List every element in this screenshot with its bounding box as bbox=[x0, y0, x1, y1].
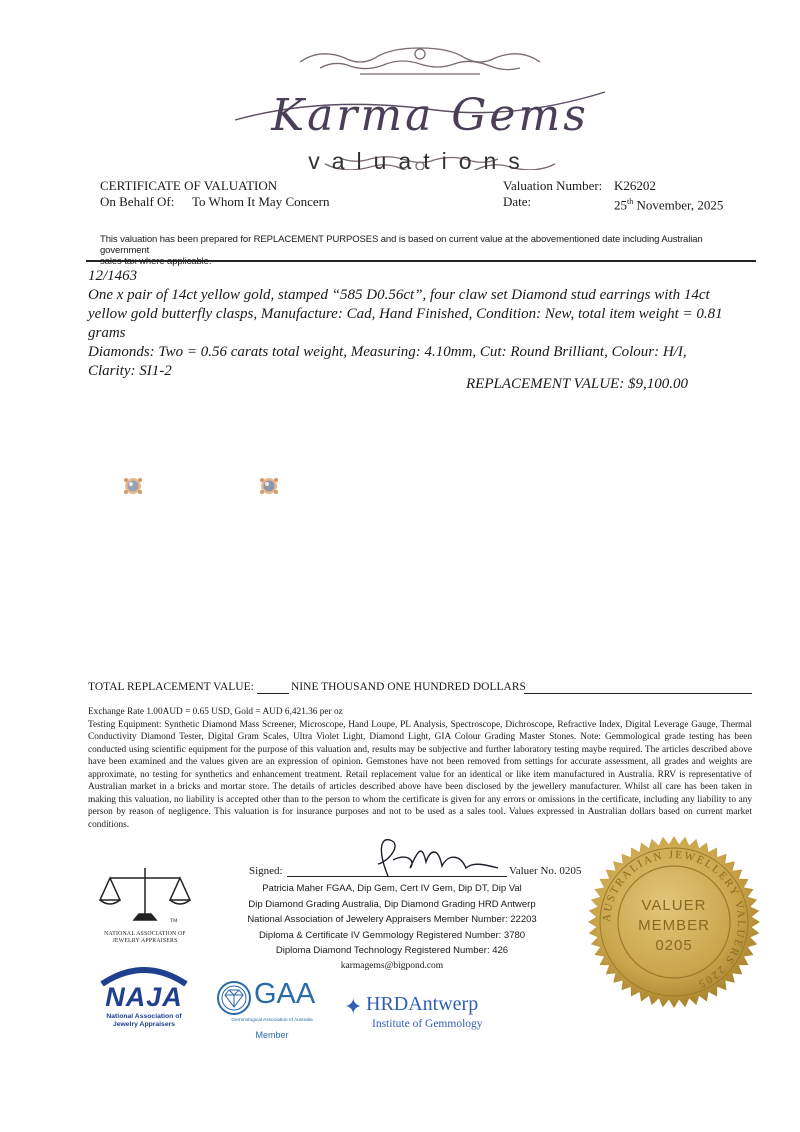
total-underline-b bbox=[524, 693, 752, 694]
naja-wordmark: NAJA bbox=[105, 982, 183, 1012]
diamonds-line2: Clarity: SI1-2 bbox=[88, 363, 172, 379]
date-value bbox=[614, 194, 723, 213]
on-behalf-value: To Whom It May Concern bbox=[192, 194, 330, 209]
date-rest: November, 2025 bbox=[633, 197, 724, 213]
naja-caption-2: Jewelry Appraisers bbox=[112, 1021, 176, 1028]
naja-scale-caption-1: NATIONAL ASSOCIATION OF bbox=[104, 931, 186, 937]
total-underline-a bbox=[257, 693, 289, 694]
naja-caption-1: National Association of bbox=[106, 1013, 182, 1020]
purpose-note-line1: This valuation has been prepared for REPLACEMENT PURPOSES and is based on current value at the abovementioned date including Australian government bbox=[100, 234, 703, 256]
date-day: 25 bbox=[614, 197, 627, 213]
item-ref: 12/1463 bbox=[88, 268, 138, 284]
earring-photo-left bbox=[120, 474, 146, 498]
total-words: NINE THOUSAND ONE HUNDRED DOLLARS bbox=[291, 681, 526, 693]
naja-scale-emblem bbox=[96, 862, 194, 944]
purpose-note bbox=[100, 234, 750, 267]
valuer-gold-seal bbox=[586, 834, 762, 1010]
fine-print bbox=[88, 706, 752, 831]
logo-subtitle: valuations bbox=[308, 148, 532, 174]
credential-line-1: Patricia Maher FGAA, Dip Gem, Cert IV Gem, Dip DT, Dip Val bbox=[262, 883, 522, 894]
logo-title: Karma Gems bbox=[271, 90, 589, 141]
gaa-diamond-icon bbox=[216, 980, 252, 1016]
valuer-number: Valuer No. 0205 bbox=[509, 865, 582, 877]
hrd-star-icon: ✦ bbox=[344, 994, 363, 1019]
exchange-rate: Exchange Rate 1.00AUD = 0.65 USD, Gold = AUD 6,421.36 per oz bbox=[88, 707, 343, 717]
valuer-credentials bbox=[242, 881, 542, 974]
disclaimer: Testing Equipment: Synthetic Diamond Mass Screener, Microscope, Hand Loupe, PL Analysis, Spectroscope, Dichroscope, Refractive Index, Digital Leverage Gauge, Thermal Conductivity Diamond Tester, Digital Gram Scales, Ultra Violet Light, Diamond Light, GIA Colour Grading Master Stones. Note: Gemmological grade testing has been conducted using scientific equipment for the purpose of this valuation and, results may be subjective and further laboratory testing maybe required. The articles described above have been examined and the values given are an expression of opinion. Gemstones have not been removed from settings for accurate assessment, all grades and weights are approximate, no testing for synthetics and enhancement treatment. Retail replacement value for an identical or like item manufactured in Australia. RRV is representative of Australian market in a bricks and mortar store. The details of articles described above have been disclosed by the jewellery manufacturer. Whilst all care has been taken in making this valuation, no liability is accepted other than to the person to whom the certificate is given for any errors or omissions in the certificate, including any liability to any person by reason of negligence. This valuation is for insurance purposes and not to be used as a sales tool. Values expressed in Australian dollars based on current market conditions. bbox=[88, 719, 752, 830]
seal-line-2: MEMBER bbox=[638, 917, 710, 934]
naja-scale-caption-2: JEWELRY APPRAISERS bbox=[112, 938, 178, 944]
seal-line-1: VALUER bbox=[641, 897, 707, 914]
contact-email: karmagems@bigpond.com bbox=[340, 960, 444, 971]
diamonds-line1: Diamonds: Two = 0.56 carats total weight, Measuring: 4.10mm, Cut: Round Brilliant, Colour: H/I, bbox=[88, 344, 687, 360]
svg-text:TM: TM bbox=[170, 919, 178, 924]
gaa-caption: Gemmological Association of Australia bbox=[231, 1018, 313, 1023]
item-desc-line1: One x pair of 14ct yellow gold, stamped “585 D0.56ct”, four claw set Diamond stud earrings with 14ct bbox=[88, 287, 710, 303]
date-label: Date: bbox=[503, 194, 532, 209]
credential-line-2: Dip Diamond Grading Australia, Dip Diamond Grading HRD Antwerp bbox=[248, 898, 536, 910]
credential-line-3: National Association of Jewelery Appraisers Member Number: 22203 bbox=[247, 914, 537, 925]
header-rule bbox=[86, 260, 756, 262]
certificate-heading: CERTIFICATE OF VALUATION bbox=[100, 178, 278, 193]
item-desc-line3: grams bbox=[88, 325, 126, 341]
total-label: TOTAL REPLACEMENT VALUE: bbox=[88, 681, 254, 693]
valuation-number-value: K26202 bbox=[614, 178, 656, 193]
replacement-value: REPLACEMENT VALUE: $9,100.00 bbox=[466, 376, 688, 392]
seal-ring-text: AUSTRALIAN JEWELLERY VALUERS 2205 bbox=[600, 848, 748, 991]
gaa-member: Member bbox=[255, 1030, 289, 1040]
date-suffix: th bbox=[627, 197, 634, 206]
valuation-number-label: Valuation Number: bbox=[503, 178, 603, 193]
hrd-wordmark: HRDAntwerp bbox=[366, 993, 479, 1015]
seal-line-3: 0205 bbox=[655, 937, 693, 954]
signature-scribble bbox=[348, 832, 508, 882]
item-desc-line2: yellow gold butterfly clasps, Manufacture: Cad, Hand Finished, Condition: New, total item weight = 0.81 bbox=[88, 306, 723, 322]
earring-photo-right bbox=[256, 474, 282, 498]
gaa-wordmark: GAA bbox=[254, 978, 316, 1010]
item-description bbox=[88, 267, 758, 381]
hrd-caption: Institute of Gemmology bbox=[372, 1018, 483, 1030]
signed-label: Signed: bbox=[249, 865, 283, 877]
gold-seal-icon bbox=[586, 834, 762, 1010]
naja-logo bbox=[92, 962, 196, 1029]
scale-icon bbox=[96, 862, 194, 926]
on-behalf-label: On Behalf Of: bbox=[100, 194, 175, 209]
credential-line-4: Diploma & Certificate IV Gemmology Registered Number: 3780 bbox=[258, 929, 526, 941]
karma-gems-logo bbox=[230, 40, 610, 174]
credential-line-5: Diploma Diamond Technology Registered Number: 426 bbox=[275, 945, 509, 956]
